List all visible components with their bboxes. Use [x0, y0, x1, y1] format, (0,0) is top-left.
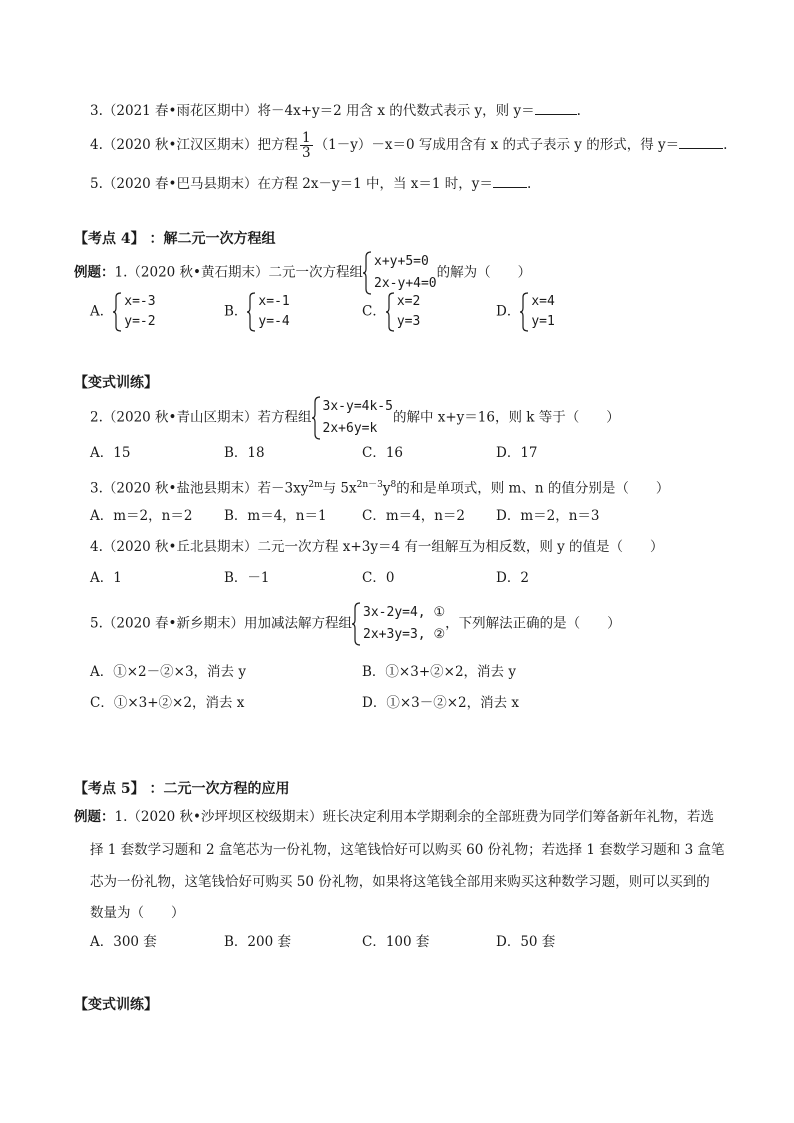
fraction-numerator: 1: [302, 130, 311, 146]
equation-1: x+y+5=0: [374, 254, 429, 269]
left-brace-icon: [363, 251, 372, 295]
option-a[interactable]: A．300 套: [90, 934, 157, 950]
fraction: [300, 131, 313, 160]
training-heading: 【变式训练】: [74, 375, 158, 391]
training-question-2: [90, 396, 620, 440]
section-title: 【考点 4】: [74, 231, 145, 247]
option-d[interactable]: D．50 套: [496, 934, 556, 950]
option-d[interactable]: D．2: [496, 570, 529, 586]
section-title: 【考点 5】: [74, 781, 145, 797]
section-5-example-line-4: 数量为（ ）: [90, 905, 185, 921]
question-source: （2020 秋•盐池县期末）: [102, 480, 258, 497]
question-3: [90, 100, 581, 121]
solution-y: y=-2: [124, 314, 156, 329]
option-label: B．: [224, 303, 248, 320]
question-number: 2.: [90, 409, 103, 426]
question-text: 用加减法解方程组: [244, 615, 353, 632]
left-brace-icon: [386, 292, 395, 332]
solution-y: y=3: [396, 314, 421, 329]
option-a[interactable]: [90, 292, 156, 332]
option-d[interactable]: D．17: [496, 445, 538, 461]
question-text: y: [382, 480, 391, 497]
option-b[interactable]: B．200 套: [224, 934, 291, 950]
question-number: 1.: [114, 264, 128, 281]
question-text: 若－3xy: [257, 480, 309, 497]
question-number: 3.: [90, 480, 103, 497]
question-number: 4.: [90, 539, 103, 555]
solution-pair: [397, 292, 420, 332]
option-b[interactable]: B．m＝4，n＝1: [224, 508, 327, 524]
question-text: 在方程 2x－y＝1 中，当 x＝1 时，y＝: [257, 176, 493, 192]
option-b[interactable]: B．①×3+②×2，消去 y: [362, 664, 516, 680]
left-brace-icon: [520, 292, 529, 332]
question-number: 5.: [90, 615, 103, 632]
question-source: （2020 秋•沙坪坝区校级期末）: [127, 809, 323, 825]
solution-pair: [124, 292, 155, 332]
section-subtitle: ：二元一次方程的应用: [149, 781, 290, 797]
question-text: 将－4x+y＝2 用含 x 的代数式表示 y，则 y＝: [257, 103, 535, 119]
option-c[interactable]: C．100 套: [362, 934, 430, 950]
option-label: C．: [362, 303, 386, 320]
question-number: 1.: [114, 809, 128, 825]
question-text: ，下列解法正确的是（ ）: [445, 615, 621, 632]
section-4-heading: [74, 228, 276, 248]
question-text: 二元一次方程 x+3y＝4 有一组解互为相反数，则 y 的值是（ ）: [257, 539, 664, 555]
option-c[interactable]: C．m＝4，n＝2: [362, 508, 466, 524]
option-b[interactable]: B．－1: [224, 570, 270, 586]
question-text: 的解为（ ）: [436, 264, 532, 281]
solution-y: y=-4: [258, 314, 290, 329]
option-a[interactable]: A．15: [90, 445, 131, 461]
equation-2: 2x+3y=3, ②: [363, 627, 446, 642]
option-d[interactable]: D．①×3－②×2，消去 x: [362, 695, 520, 711]
option-c[interactable]: C．0: [362, 570, 395, 586]
option-a[interactable]: A．1: [90, 570, 122, 586]
option-b[interactable]: B．18: [224, 445, 265, 461]
question-text: 与 5x: [322, 480, 357, 497]
option-a[interactable]: A．①×2－②×3，消去 y: [90, 664, 246, 680]
solution-y: y=1: [531, 314, 555, 329]
question-source: （2020 秋•黄石期末）: [127, 264, 269, 281]
question-number: 5.: [90, 176, 103, 192]
equation-system: [363, 602, 445, 646]
question-source: （2021 春•雨花区期中）: [102, 103, 258, 119]
question-text: 的解中 x+y＝16，则 k 等于（ ）: [392, 409, 620, 426]
answer-blank: [493, 173, 527, 188]
option-c[interactable]: [362, 292, 420, 332]
option-a[interactable]: A．m＝2，n＝2: [90, 508, 193, 524]
example-label: 例题：: [74, 809, 115, 825]
solution-x: x=4: [531, 294, 555, 309]
section-subtitle: ：解二元一次方程组: [149, 231, 276, 247]
question-text-end: .: [526, 176, 532, 192]
fraction-denominator: 3: [302, 145, 311, 161]
section-5-example-line-2: 择 1 套数学习题和 2 盒笔芯为一份礼物，这笔钱恰好可以购买 60 份礼物；若选择 1 套数学习题和 3 盒笔: [90, 842, 725, 858]
solution-x: x=2: [396, 294, 421, 309]
section-5-example-line-3: 芯为一份礼物，这笔钱恰好可购买 50 份礼物，如果将这笔钱全部用来购买这种数学习题，则可以买到的: [90, 874, 710, 890]
question-source: （2020 秋•青山区期末）: [102, 409, 258, 426]
equation-system: [323, 396, 393, 440]
option-label: A．: [90, 303, 114, 320]
option-d[interactable]: D．m＝2，n＝3: [496, 508, 600, 524]
equation-2: 2x-y+4=0: [374, 276, 437, 291]
left-brace-icon: [312, 396, 321, 440]
solution-x: x=-3: [124, 294, 156, 309]
question-source: （2020 秋•江汉区期末）: [102, 137, 258, 153]
left-brace-icon: [247, 292, 256, 332]
question-source: （2020 春•巴马县期末）: [102, 176, 258, 192]
question-number: 4.: [90, 137, 103, 153]
question-text: 把方程: [257, 137, 299, 153]
question-number: 3.: [90, 103, 103, 119]
option-c[interactable]: C．16: [362, 445, 404, 461]
solution-pair: [531, 292, 554, 332]
training-question-3: [90, 475, 669, 499]
question-source: （2020 秋•丘北县期末）: [102, 539, 258, 555]
section-5-heading: [74, 778, 290, 798]
section-4-example: [74, 251, 531, 295]
left-brace-icon: [113, 292, 122, 332]
training-heading: 【变式训练】: [74, 997, 158, 1013]
training-question-5: [90, 602, 621, 646]
question-4: [90, 131, 727, 160]
question-text: 班长决定利用本学期剩余的全部班费为同学们筹备新年礼物，若选: [322, 809, 715, 825]
option-label: D．: [496, 303, 521, 320]
question-source: （2020 春•新乡期末）: [102, 615, 245, 632]
question-text-end: .: [576, 103, 581, 119]
option-b[interactable]: [224, 292, 290, 332]
equation-system: [374, 251, 437, 295]
exponent: 2m: [308, 480, 323, 490]
question-5: [90, 173, 531, 194]
equation-1: 3x-y=4k-5: [322, 399, 393, 414]
question-text: （1－y）－x＝0 写成用含有 x 的式子表示 y 的形式，得 y＝: [314, 137, 680, 153]
question-text: 二元一次方程组: [268, 264, 364, 281]
option-c[interactable]: C．①×3+②×2，消去 x: [90, 695, 245, 711]
training-question-4: [90, 537, 664, 557]
exponent: 8: [390, 480, 397, 490]
solution-pair: [258, 292, 289, 332]
solution-x: x=-1: [258, 294, 290, 309]
example-label: 例题：: [74, 264, 115, 281]
answer-blank: [535, 100, 577, 115]
question-text: 的和是单项式，则 m、n 的值分别是（ ）: [396, 480, 670, 497]
answer-blank: [679, 134, 723, 149]
question-text-end: .: [723, 137, 728, 153]
left-brace-icon: [352, 602, 361, 646]
equation-1: 3x-2y=4, ①: [363, 605, 446, 620]
option-d[interactable]: [496, 292, 555, 332]
equation-2: 2x+6y=k: [322, 421, 378, 436]
exponent: 2n－3: [356, 480, 383, 490]
section-5-example-line-1: [74, 807, 714, 827]
question-text: 若方程组: [257, 409, 312, 426]
